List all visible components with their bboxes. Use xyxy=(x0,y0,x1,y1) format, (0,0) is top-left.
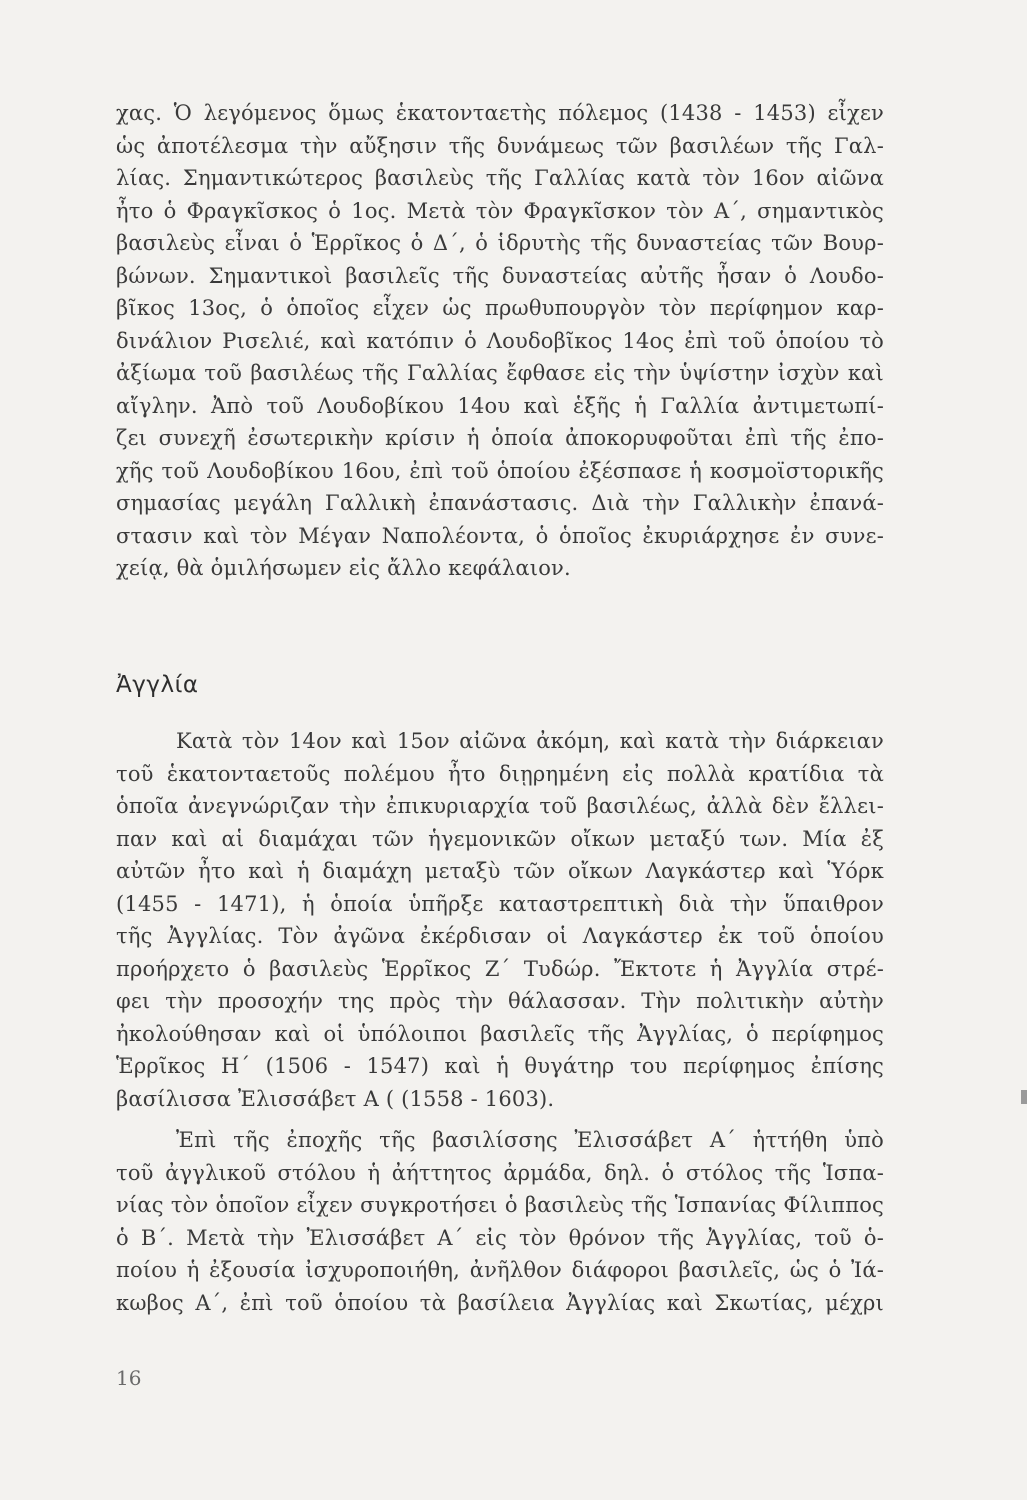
text-line: τῆς Ἀγγλίας. Τὸν ἀγῶνα ἐκέρδισαν οἱ Λαγκάστερ ἐκ τοῦ ὁποίου xyxy=(116,924,884,948)
paragraph-elizabeth-armada xyxy=(116,1124,884,1319)
text-line: ἦτο ὁ Φραγκῖσκος ὁ 1ος. Μετὰ τὸν Φραγκῖσκον τὸν Α΄, σημαντικὸς xyxy=(116,198,884,223)
text-line: στασιν καὶ τὸν Μέγαν Ναπολέοντα, ὁ ὁποῖος ἐκυριάρχησε ἐν συνε- xyxy=(116,523,884,548)
text-line: ὡς ἀποτέλεσμα τὴν αὔξησιν τῆς δυνάμεως τῶν βασιλέων τῆς Γαλ- xyxy=(116,133,884,158)
text-line: χῆς τοῦ Λουδοβίκου 16ου, ἐπὶ τοῦ ὁποίου ἐξέσπασε ἡ κοσμοϊστορικῆς xyxy=(116,458,884,483)
text-line: σημασίας μεγάλη Γαλλικὴ ἐπανάστασις. Διὰ τὴν Γαλλικὴν ἐπανά- xyxy=(116,491,884,515)
scan-edge-mark xyxy=(1021,1090,1027,1104)
text-line: βώνων. Σημαντικοὶ βασιλεῖς τῆς δυναστείας αὐτῆς ἦσαν ὁ Λουδο- xyxy=(116,263,884,288)
text-line: αἴγλην. Ἀπὸ τοῦ Λουδοβίκου 14ου καὶ ἑξῆς ἡ Γαλλία ἀντιμετωπί- xyxy=(116,393,884,418)
text-line: βασίλισσα Ἐλισσάβετ Α ( (1558 - 1603). xyxy=(116,1086,555,1111)
text-line: βασιλεὺς εἶναι ὁ Ἑρρῖκος ὁ Δ΄, ὁ ἱδρυτὴς τῆς δυναστείας τῶν Βουρ- xyxy=(116,231,884,255)
text-line: ὁποῖα ἀνεγνώριζαν τὴν ἐπικυριαρχία τοῦ βασιλέως, ἀλλὰ δὲν ἔλλει- xyxy=(116,794,884,818)
text-line: τοῦ ἀγγλικοῦ στόλου ἡ ἀήττητος ἀρμάδα, δηλ. ὁ στόλος τῆς Ἱσπα- xyxy=(116,1160,884,1185)
text-line: τοῦ ἑκατονταετοῦς πολέμου ἦτο διῃρημένη εἰς πολλὰ κρατίδια τὰ xyxy=(116,761,884,786)
paragraph-england-intro xyxy=(116,725,884,1115)
text-line: φει τὴν προσοχήν της πρὸς τὴν θάλασσαν. Τὴν πολιτικὴν αὐτὴν xyxy=(116,989,884,1013)
text-line: (1455 - 1471), ἡ ὁποία ὑπῆρξε καταστρεπτικὴ διὰ τὴν ὕπαιθρον xyxy=(116,891,884,916)
text-line: αὐτῶν ἦτο καὶ ἡ διαμάχη μεταξὺ τῶν οἴκων Λαγκάστερ καὶ Ὑόρκ xyxy=(116,859,884,883)
paragraph-france-continued xyxy=(116,97,884,585)
text-line: δινάλιον Ρισελιέ, καὶ κατόπιν ὁ Λουδοβῖκος 14ος ἐπὶ τοῦ ὁποίου τὸ xyxy=(116,328,884,353)
text-line: ζει συνεχῆ ἐσωτερικὴν κρίσιν ἡ ὁποία ἀποκορυφοῦται ἐπὶ τῆς ἐπο- xyxy=(116,426,884,450)
text-line: λίας. Σημαντικώτερος βασιλεὺς τῆς Γαλλίας κατὰ τὸν 16ον αἰῶνα xyxy=(116,166,884,190)
text-line: βῖκος 13ος, ὁ ὁποῖος εἶχεν ὡς πρωθυπουργὸν τὸν περίφημον καρ- xyxy=(116,296,884,320)
text-line: κωβος Α΄, ἐπὶ τοῦ ὁποίου τὰ βασίλεια Ἀγγλίας καὶ Σκωτίας, μέχρι xyxy=(116,1290,884,1315)
text-line: χας. Ὁ λεγόμενος ὅμως ἑκατονταετὴς πόλεμος (1438 - 1453) εἶχεν xyxy=(116,101,884,125)
text-line: παν καὶ αἱ διαμάχαι τῶν ἡγεμονικῶν οἴκων μεταξύ των. Μία ἐξ xyxy=(116,826,884,851)
text-line: ἠκολούθησαν καὶ οἱ ὑπόλοιποι βασιλεῖς τῆς Ἀγγλίας, ὁ περίφημος xyxy=(116,1021,884,1046)
text-line: Ἑρρῖκος Η΄ (1506 - 1547) καὶ ἡ θυγάτηρ του περίφημος ἐπίσης xyxy=(116,1054,884,1078)
text-line: ὁ Β΄. Μετὰ τὴν Ἐλισσάβετ Α΄ εἰς τὸν θρόνον τῆς Ἀγγλίας, τοῦ ὁ- xyxy=(116,1225,884,1250)
section-heading: Ἀγγλία xyxy=(116,672,199,698)
text-line: προήρχετο ὁ βασιλεὺς Ἑρρῖκος Ζ΄ Τυδώρ. Ἔκτοτε ἡ Ἀγγλία στρέ- xyxy=(116,956,884,981)
page-number: 16 xyxy=(116,1366,142,1390)
text-line: ἀξίωμα τοῦ βασιλέως τῆς Γαλλίας ἔφθασε εἰς τὴν ὑψίστην ἰσχὺν καὶ xyxy=(116,361,884,385)
text-line: ποίου ἡ ἐξουσία ἰσχυροποιήθη, ἀνῆλθον διάφοροι βασιλεῖς, ὡς ὁ Ἰά- xyxy=(116,1258,884,1282)
text-line: Ἐπὶ τῆς ἐποχῆς τῆς βασιλίσσης Ἐλισσάβετ Α΄ ἡττήθη ὑπὸ xyxy=(176,1128,884,1152)
text-line: Κατὰ τὸν 14ον καὶ 15ον αἰῶνα ἀκόμη, καὶ κατὰ τὴν διάρκειαν xyxy=(176,729,884,753)
text-line: νίας τὸν ὁποῖον εἶχεν συγκροτήσει ὁ βασιλεὺς τῆς Ἱσπανίας Φίλιππος xyxy=(116,1193,884,1217)
text-line: χείᾳ, θὰ ὁμιλήσωμεν εἰς ἄλλο κεφάλαιον. xyxy=(116,556,571,580)
